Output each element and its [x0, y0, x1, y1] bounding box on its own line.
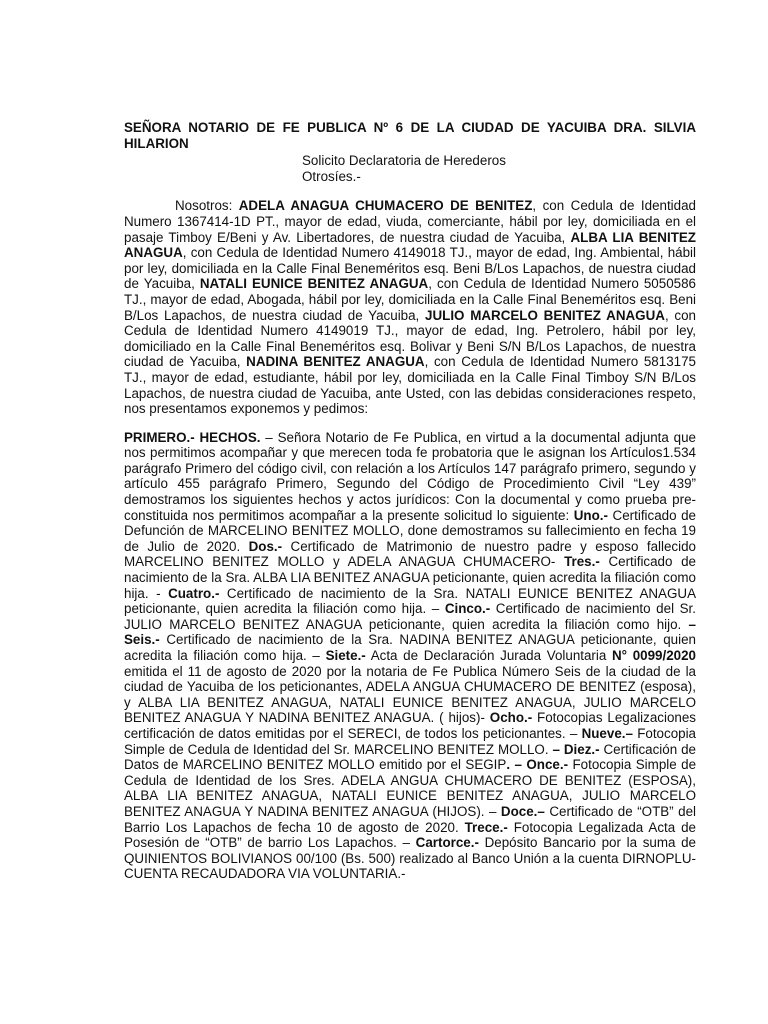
text-run: Certificado de nacimiento del Sr. JULIO MARCELO BENITEZ ANAGUA peticionante, quien acredita la filiación como hijo. — [124, 601, 696, 632]
item-keyword: Cartorce.- — [415, 835, 479, 851]
petitioner-name: ALBA LIA BENITEZ ANAGUA — [124, 229, 696, 261]
intro-paragraph — [124, 198, 696, 416]
text-run: , con Cedula de Identidad Numero 5050586 TJ., mayor de edad, Abogada, hábil por ley, domiciliada en la Calle Final Beneméritos esq. Beni B/Los Lapachos, de nuestra ciudad de Yacuiba, — [124, 276, 696, 323]
text-run: – Señora Notario de Fe Publica, en virtud a la documental adjunta que nos permitimos acompañar y que merecen toda fe probatoria que le asignan los Artículos1.534 parágrafo Primero del código civil, con relación a los Artículos 147 parágrafo primero, segundo y artículo 455 parágrafo Primero, Segundo del Código de Procedimiento Civil “Ley 439” demostramos los siguientes hechos y actos jurídicos: Con la documental y como prueba pre-constituida nos permitimos acompañar a la presente solicitud lo siguiente: — [124, 429, 697, 523]
reference-line: Otrosíes.- — [302, 168, 361, 184]
reference-block — [124, 153, 696, 184]
text-run: Fotocopias Legalizaciones certificación de datos emitidas por el SERECI, de todos los peticionantes. – — [124, 710, 696, 741]
item-keyword: Dos.- — [248, 538, 283, 554]
text-run: , con Cedula de Identidad Numero 4149019 TJ., mayor de edad, Ing. Petrolero, hábil por ley, domiciliado en la Calle Final Beneméritos esq. Bolivar y Beni S/N B/Los Lapachos, de nuestra ciudad de Yacuiba, — [124, 307, 697, 370]
item-keyword: Ocho.- — [489, 710, 533, 726]
text-run: Fotocopia Simple de Cedula de Identidad de los Sres. ADELA ANGUA CHUMACERO DE BENITEZ (ESPOSA), ALBA LIA BENITEZ ANAGUA, NATALI EUNICE BENITEZ ANAGUA, JULIO MARCELO BENITEZ ANAGUA Y NADINA BENITEZ ANAGUA (HIJOS). – — [124, 757, 697, 819]
document-heading: SEÑORA NOTARIO DE FE PUBLICA Nº 6 DE LA CIUDAD DE YACUIBA DRA. SILVIA HILARION — [124, 120, 696, 151]
text-run: emitida el 11 de agosto de 2020 por la notaria de Fe Publica Número Seis de la ciudad de la ciudad de Yacuiba de los peticionantes, ADELA ANGUA CHUMACERO DE BENITEZ (esposa), y ALBA LIA BENITEZ ANAGUA, NATALI EUNICE BENITEZ ANAGUA, JULIO MARCELO BENITEZ ANAGUA Y NADINA BENITEZ ANAGUA. ( hijos)- — [124, 663, 696, 726]
text-run: Certificado de “OTB” del Barrio Los Lapachos de fecha 10 de agosto de 2020. — [124, 803, 696, 835]
text-run: , con Cedula de Identidad Numero 5813175 TJ., mayor de edad, estudiante, hábil por ley, domiciliada en la Calle Final Timboy S/N B/Los Lapachos, de nuestra ciudad de Yacuiba, ante Usted, con las debidas consideraciones respeto, nos presentamos exponemos y pedimos: — [124, 354, 696, 417]
item-keyword: Doce.– — [500, 803, 545, 819]
act-number: N° 0099/2020 — [612, 648, 697, 663]
text-run: , con Cedula de Identidad Numero 4149018 TJ., mayor de edad, Ing. Ambiental, hábil por ley, domiciliada en la Calle Final Beneméritos esq. Beni B/Los Lapachos, de nuestra ciudad de Yacuiba, — [124, 245, 696, 292]
text-run: Depósito Bancario por la suma de QUINIENTOS BOLIVIANOS 00/100 (Bs. 500) realizado al Banco Unión a la cuenta DIRNOPLU-CUENTA RECAUDADORA VIA VOLUNTARIA.- — [124, 835, 697, 882]
petitioner-name: ADELA ANAGUA CHUMACERO DE BENITEZ — [238, 198, 533, 214]
reference-line: Solicito Declaratoria de Herederos — [302, 153, 506, 169]
text-run: Fotocopia Simple de Cedula de Identidad del Sr. MARCELINO BENITEZ MOLLO. — [124, 725, 697, 757]
text-run: Certificado de nacimiento de la Sra. NADINA BENITEZ ANAGUA peticionante, quien acredita la filiación como hija. – — [124, 632, 696, 663]
facts-paragraph — [124, 430, 696, 882]
text-run: Acta de Declaración Jurada Voluntaria — [365, 648, 612, 663]
petitioner-name: NATALI EUNICE BENITEZ ANAGUA — [199, 276, 429, 292]
item-keyword: . – Once.- — [506, 757, 569, 773]
text-run: Certificado de Defunción de MARCELINO BENITEZ MOLLO, done demostramos su fallecimiento en fecha 19 de Julio de 2020. — [124, 507, 696, 554]
item-keyword: Cinco.- — [444, 601, 491, 617]
document-page — [124, 120, 696, 882]
text-run: Certificado de nacimiento de la Sra. ALBA LIA BENITEZ ANAGUA peticionante, quien acredita la filiación como hija. - — [124, 554, 697, 601]
text-run: Nosotros: — [175, 198, 239, 214]
text-run: Certificación de Datos de MARCELINO BENITEZ MOLLO emitido por el SEGIP — [124, 741, 696, 773]
item-keyword: Trece.- — [464, 819, 508, 835]
item-keyword: Nueve.– — [581, 725, 633, 741]
item-keyword: Cuatro.- — [168, 585, 220, 601]
text-run: Certificado de Matrimonio de nuestro padre y esposo fallecido MARCELINO BENITEZ MOLLO y ADELA ANAGUA CHUMACERO- — [124, 538, 696, 570]
petitioner-name: NADINA BENITEZ ANAGUA — [246, 354, 425, 370]
text-run: Certificado de nacimiento de la Sra. NATALI EUNICE BENITEZ ANAGUA peticionante, quien acredita la filiación como hija. – — [124, 585, 697, 617]
item-keyword: – Diez.- — [552, 741, 600, 757]
petitioner-name: JULIO MARCELO BENITEZ ANAGUA — [425, 307, 665, 323]
item-keyword: – Seis.- — [124, 616, 696, 648]
item-keyword: Tres.- — [564, 554, 600, 570]
text-run: , con Cedula de Identidad Numero 1367414-1D PT., mayor de edad, viuda, comerciante, hábil por ley, domiciliada en el pasaje Timboy E/Beni y Av. Libertadores, de nuestra ciudad de Yacuiba, — [124, 198, 696, 245]
section-title: PRIMERO.- HECHOS. — [124, 429, 261, 445]
text-run: Fotocopia Legalizada Acta de Posesión de “OTB” de barrio Los Lapachos. – — [124, 819, 696, 851]
item-keyword: Uno.- — [573, 507, 608, 523]
item-keyword: Siete.- — [325, 648, 366, 663]
